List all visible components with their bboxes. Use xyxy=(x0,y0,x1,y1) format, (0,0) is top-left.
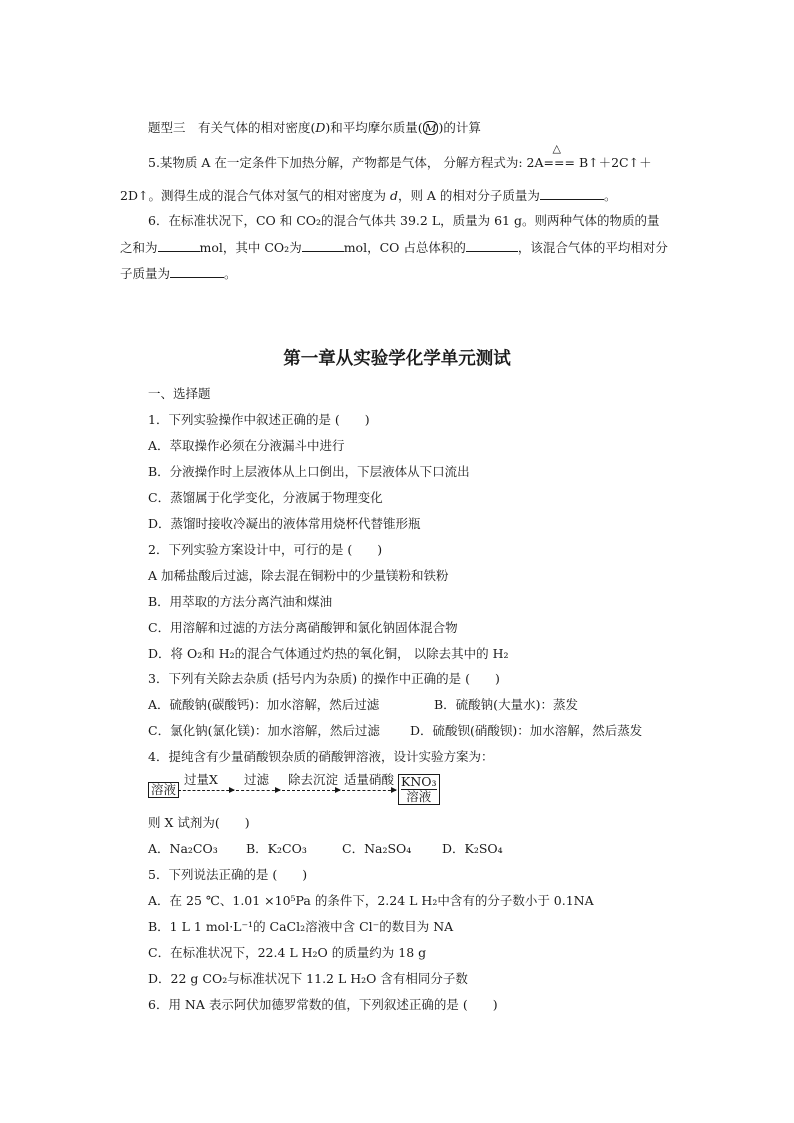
q4-option-d: D．K₂SO₄ xyxy=(442,841,503,856)
flow-step-3: 除去沉淀 xyxy=(288,772,339,787)
q6-text-d: ，该混合气体的平均相对分 xyxy=(517,240,668,255)
q3-option-d: D．硫酸钡(硝酸钡)：加水溶解，然后蒸发 xyxy=(410,723,643,738)
heading-m-symbol: M xyxy=(424,121,437,135)
q5-option-a: A．在 25 ℃、1.01 ×10⁵Pa 的条件下，2.24 L H₂中含有的分子数小于 0.1NA xyxy=(148,893,594,908)
q5-line1 xyxy=(148,142,652,172)
flow-arrow-2 xyxy=(236,790,280,791)
flow-step-1: 过量X xyxy=(184,772,218,787)
q5-text-c: 2D↑。测得生成的混合气体对氢气的相对密度为 xyxy=(120,188,390,203)
q5-option-d: D．22 g CO₂与标准状况下 11.2 L H₂O 含有相同分子数 xyxy=(148,971,468,986)
section-label: 一、选择题 xyxy=(148,386,211,401)
q3-option-c: C．氯化钠(氯化镁)：加水溶解，然后过滤 xyxy=(148,723,380,738)
q4-option-a: A．Na₂CO₃ xyxy=(148,841,218,856)
heading-d-symbol: D xyxy=(315,120,326,135)
q6-line1: 6．在标准状况下，CO 和 CO₂的混合气体共 39.2 L，质量为 61 g。则两种气体的物质的量 xyxy=(148,213,660,228)
flow-arrow-1 xyxy=(178,790,234,791)
flow-step-2: 过滤 xyxy=(244,772,270,787)
q5-answer-blank[interactable] xyxy=(540,186,604,200)
flow-end-box xyxy=(398,774,440,805)
heading-text-1: 题型三 有关气体的相对密度( xyxy=(148,120,316,135)
q2-option-a: A 加稀盐酸后过滤，除去混在铜粉中的少量镁粉和铁粉 xyxy=(148,568,449,583)
section3-heading xyxy=(148,119,481,137)
q6-text-c: mol，CO 占总体积的 xyxy=(343,240,466,255)
test-title: 第一章从实验学化学单元测试 xyxy=(283,349,511,369)
q2-option-c: C．用溶解和过滤的方法分离硝酸钾和氯化钠固体混合物 xyxy=(148,620,458,635)
q4-flow-diagram xyxy=(148,770,448,806)
flow-end-bottom: 溶液 xyxy=(401,789,437,804)
q5-d-symbol: d xyxy=(389,188,398,203)
q5-stem: 5．下列说法正确的是 ( ) xyxy=(148,867,308,882)
q1-option-c: C．蒸馏属于化学变化，分液属于物理变化 xyxy=(148,490,383,505)
q6-text-e: 子质量为 xyxy=(120,266,171,281)
q1-option-d: D．蒸馏时接收冷凝出的液体常用烧杯代替锥形瓶 xyxy=(148,516,421,531)
flow-arrow-4 xyxy=(342,790,396,791)
q6-line3 xyxy=(120,264,237,283)
q4-stem: 4．提纯含有少量硝酸钡杂质的硝酸钾溶液，设计实验方案为： xyxy=(148,749,494,764)
q2-option-d: D．将 O₂和 H₂的混合气体通过灼热的氧化铜， 以除去其中的 H₂ xyxy=(148,646,509,661)
q6-text-f: 。 xyxy=(224,266,237,281)
heat-triangle-icon: △ xyxy=(552,142,562,155)
q6-blank-total[interactable] xyxy=(158,238,200,252)
q1-option-b: B．分液操作时上层液体从上口倒出，下层液体从下口流出 xyxy=(148,464,470,479)
q5-text-b: B↑＋2C↑＋ xyxy=(574,155,652,170)
q6-text-b: mol，其中 CO₂为 xyxy=(199,240,302,255)
reaction-equals: === xyxy=(543,155,575,170)
q4-ask: 则 X 试剂为( ) xyxy=(148,815,250,830)
q6-blank-fraction[interactable] xyxy=(466,238,518,252)
q5-option-c: C．在标准状况下，22.4 L H₂O 的质量约为 18 g xyxy=(148,945,427,960)
flow-arrow-3 xyxy=(282,790,340,791)
q6-line2 xyxy=(120,238,668,257)
q6-blank-co2[interactable] xyxy=(302,238,344,252)
q6-blank-molar-mass[interactable] xyxy=(170,264,224,278)
q3-option-a: A．硫酸钠(碳酸钙)：加水溶解，然后过滤 xyxy=(148,697,380,712)
heading-text-2: )和平均摩尔质量( xyxy=(325,120,423,135)
heading-text-3: )的计算 xyxy=(438,120,481,135)
q5-text-d: ，则 A 的相对分子质量为 xyxy=(397,188,540,203)
q3-option-b: B．硫酸钠(大量水)：蒸发 xyxy=(434,697,578,712)
q2-option-b: B．用萃取的方法分离汽油和煤油 xyxy=(148,594,333,609)
q1-stem: 1．下列实验操作中叙述正确的是 ( ) xyxy=(148,412,370,427)
reaction-arrow xyxy=(543,142,575,172)
q4-option-b: B．K₂CO₃ xyxy=(246,841,307,856)
q6-stem: 6．用 NA 表示阿伏加德罗常数的值，下列叙述正确的是 ( ) xyxy=(148,997,498,1012)
q5-option-b: B．1 L 1 mol·L⁻¹的 CaCl₂溶液中含 Cl⁻的数目为 NA xyxy=(148,919,454,934)
q3-stem: 3．下列有关除去杂质 (括号内为杂质) 的操作中正确的是 ( ) xyxy=(148,671,500,686)
q5-line2 xyxy=(120,186,616,205)
q1-option-a: A．萃取操作必须在分液漏斗中进行 xyxy=(148,438,345,453)
flow-start-box: 溶液 xyxy=(148,782,179,798)
q5-text-e: 。 xyxy=(603,188,617,203)
q4-option-c: C．Na₂SO₄ xyxy=(342,841,412,856)
q5-text-a: 5.某物质 A 在一定条件下加热分解，产物都是气体， 分解方程式为: 2A xyxy=(148,155,544,170)
q6-text-a: 之和为 xyxy=(120,240,158,255)
flow-step-4: 适量硝酸 xyxy=(344,772,395,787)
flow-end-top: KNO₃ xyxy=(401,774,437,789)
q2-stem: 2．下列实验方案设计中，可行的是 ( ) xyxy=(148,542,383,557)
